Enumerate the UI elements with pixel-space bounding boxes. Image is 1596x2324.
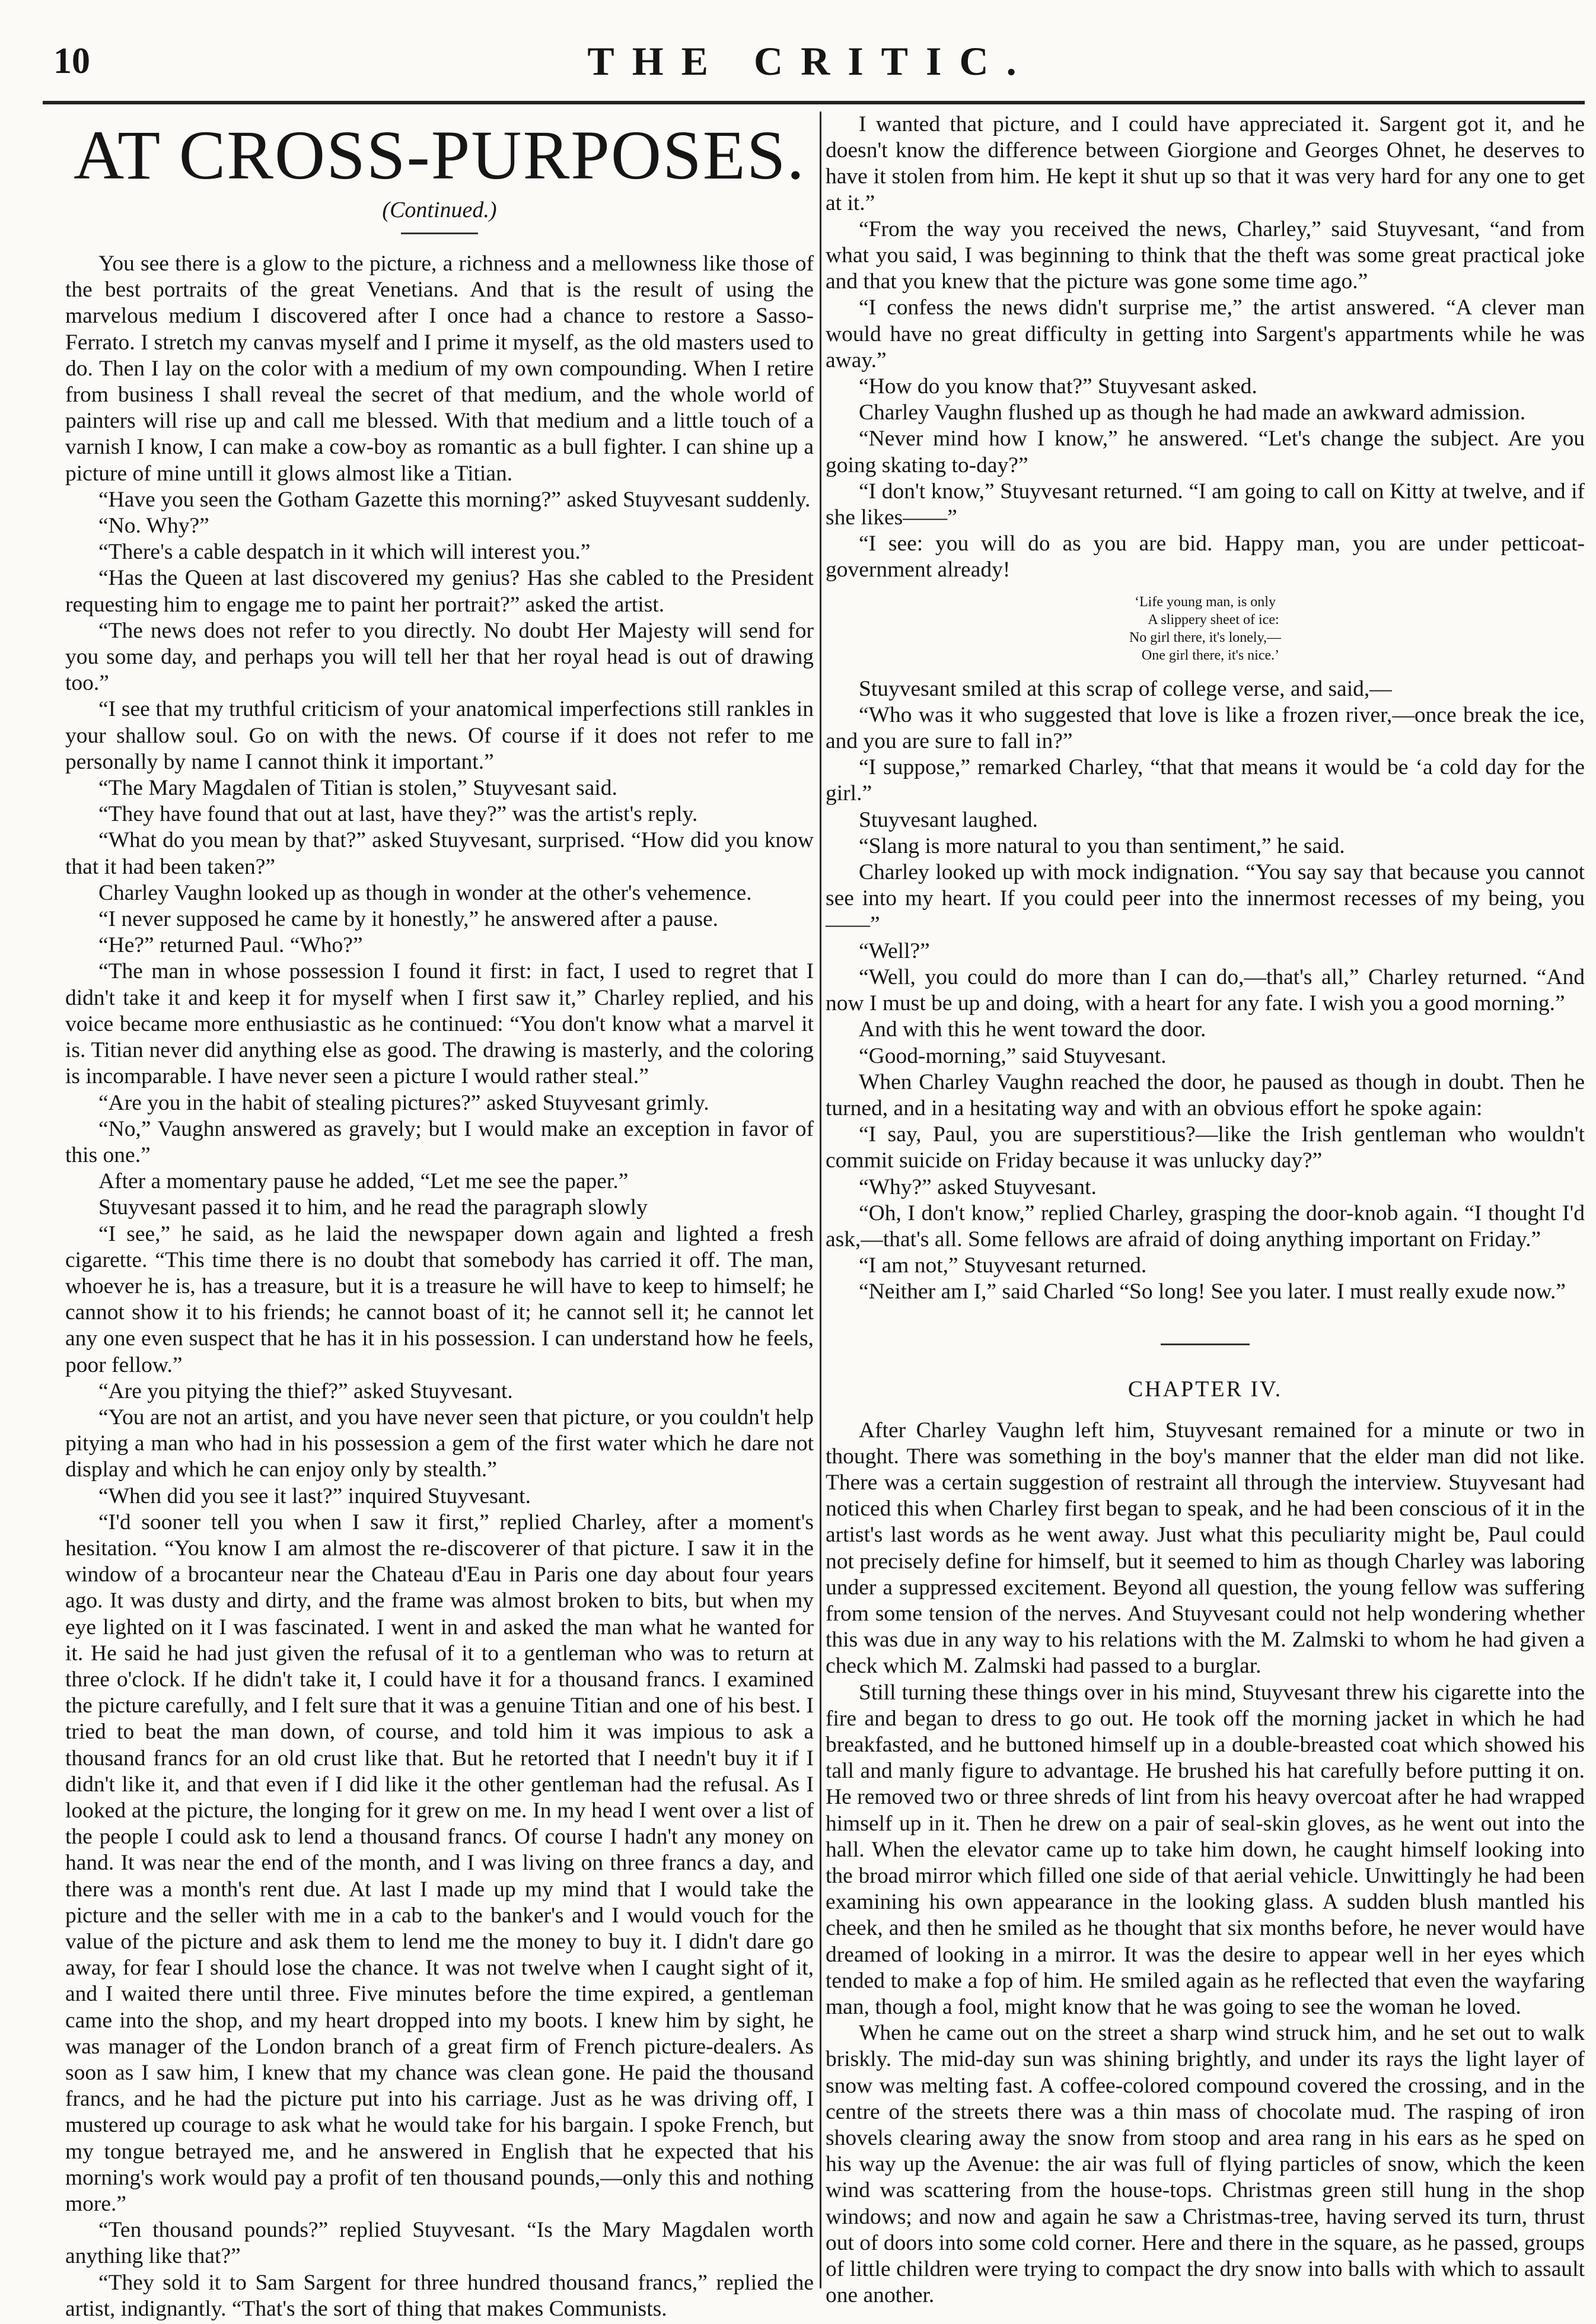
- paragraph: “Well, you could do more than I can do,—that's all,” Charley returned. “And now I must be up and doing, with a heart for any fate. I wish you a good morning.”: [826, 964, 1585, 1016]
- paragraph: Stuyvesant laughed.: [859, 807, 1038, 832]
- paragraph: “How do you know that?” Stuyvesant asked.: [859, 374, 1257, 399]
- title-rule: [401, 233, 478, 234]
- paragraph: Stuyvesant passed it to him, and he read the paragraph slowly: [98, 1195, 648, 1220]
- chapter-body: [826, 1418, 1585, 2309]
- paragraph: “I never supposed he came by it honestly,” he answered after a pause.: [98, 907, 719, 932]
- poem-line: No girl there, it's lonely,—: [1129, 629, 1282, 645]
- paragraph: “I confess the news didn't surprise me,” the artist answered. “A clever man would have no great difficulty in getting into Sargent's appartments while he was away.”: [826, 295, 1585, 373]
- paragraph: “They sold it to Sam Sargent for three hundred thousand francs,” replied the artist, indignantly. “That's the sort of thing that makes Communists.: [65, 2270, 814, 2321]
- poem-line: ‘Life young man, is only: [1135, 594, 1276, 610]
- page-number: 10: [53, 41, 90, 81]
- header-rule: [43, 101, 1585, 104]
- paragraph: “I'd sooner tell you when I saw it first,” replied Charley, after a moment's hesitation. “You know I am almost the re-discoverer of that picture. I saw it in the window of a brocanteur near the Chateau d'Eau in Paris one day about four years ago. It was dusty and dirty, and the frame was almost broken to bits, but when my eye lighted on it I was fascinated. I went in and asked the man what he wanted for it. He said he had just given the refusal of it to a gentleman who was to return at three o'clock. If he didn't take it, I could have it for a thousand francs. I examined the picture carefully, and I felt sure that it was a genuine Titian and one of his best. I tried to beat the man down, of course, and told him it was impious to ask a thousand francs for an old crust like that. But he retorted that I needn't buy it if I didn't like it, and that even if I did like it the other gentleman had the refusal. As I looked at the picture, the longing for it grew on me. In my head I went over a list of the people I could ask to lend a thousand francs. Of course I hadn't any money on hand. It was near the end of the month, and I was living on three francs a day, and there was a month's rent due. At last I made up my mind that I would take the picture and the seller with me in a cab to the banker's and I would vouch for the value of the picture and ask them to lend me the money to buy it. I didn't dare go away, for fear I should lose the chance. It was not twelve when I caught sight of it, and I waited there until three. Five minutes before the time expired, a gentleman came into the shop, and my heart dropped into my boots. I knew him by sight, he was manager of the London branch of a great firm of French picture-dealers. As soon as I saw him, I knew that my chance was clean gone. He paid the thousand francs, and he had the picture put into his carriage. Just as he was driving off, I mustered up courage to ask what he would take for his bargain. I spoke French, but my tongue betrayed me, and he answered in English that he expected that his morning's work would pay a profit of ten thousand pounds,—only this and nothing more.”: [65, 1510, 814, 2217]
- paragraph: “Are you in the habit of stealing pictures?” asked Stuyvesant grimly.: [98, 1090, 709, 1115]
- paragraph: “I see,” he said, as he laid the newspaper down again and lighted a fresh cigarette. “This time there is no doubt that somebody has carried it off. The man, whoever he is, has a treasure, but it is a treasure he will have to keep to himself; he cannot show it to his friends; he cannot boast of it; he cannot sell it; he cannot let any one even suspect that he has it in his possession. I can understand how he feels, poor fellow.”: [65, 1221, 814, 1377]
- section-rule: [1161, 1344, 1250, 1345]
- continued-note: (Continued.): [382, 198, 497, 222]
- paragraph: “He?” returned Paul. “Who?”: [98, 933, 363, 958]
- paragraph: And with this he went toward the door.: [859, 1017, 1206, 1042]
- paragraph: Charley Vaughn flushed up as though he had made an awkward admission.: [859, 400, 1526, 425]
- paragraph: “Never mind how I know,” he answered. “Let's change the subject. Are you going skating to-day?”: [826, 426, 1585, 477]
- paragraph: Charley looked up with mock indignation. “You say say that because you cannot see into my heart. If you could peer into the innermost recesses of my being, you——”: [826, 860, 1585, 937]
- poem-line: A slippery sheet of ice:: [1148, 612, 1279, 628]
- paragraph: “Good-morning,” said Stuyvesant.: [859, 1043, 1167, 1068]
- paragraph: “I am not,” Stuyvesant returned.: [859, 1253, 1147, 1278]
- paragraph: Stuyvesant smiled at this scrap of college verse, and said,—: [859, 676, 1392, 701]
- paragraph: “Who was it who suggested that love is like a frozen river,—once break the ice, and you are sure to fall in?”: [826, 702, 1585, 754]
- paragraph: “You are not an artist, and you have never seen that picture, or you couldn't help pitying a man who had in his possession a gem of the first water which he dare not display and which he can enjoy only by stealth.”: [65, 1405, 814, 1482]
- paragraph: “The man in whose possession I found it first: in fact, I used to regret that I didn't take it and keep it for myself when I first saw it,” Charley replied, and his voice became more enthusiastic as he continued: “You don't know what a marvel it is. Titian never did anything else as good. The drawing is masterly, and the coloring is incomparable. I have never seen a picture I would rather steal.”: [65, 959, 814, 1089]
- right-column: [826, 112, 1585, 2308]
- paragraph: “Has the Queen at last discovered my genius? Has she cabled to the President requesting him to engage me to paint her portrait?” asked the artist.: [65, 566, 814, 617]
- paragraph: “Neither am I,” said Charled “So long! See you later. I must really exude now.”: [859, 1279, 1566, 1304]
- paragraph: “Slang is more natural to you than sentiment,” he said.: [859, 833, 1345, 858]
- paragraph: “Have you seen the Gotham Gazette this morning?” asked Stuyvesant suddenly.: [98, 487, 811, 512]
- page-header: [43, 40, 1579, 106]
- poem-line: One girl there, it's nice.’: [1141, 647, 1280, 663]
- paragraph: “Why?” asked Stuyvesant.: [859, 1174, 1097, 1199]
- right-column-top: [826, 112, 1585, 584]
- masthead: THE CRITIC.: [587, 39, 1034, 84]
- paragraph: When Charley Vaughn reached the door, he paused as though in doubt. Then he turned, and in a hesitating way and with an obvious effort he spoke again:: [826, 1069, 1585, 1120]
- paragraph: After a momentary pause he added, “Let me see the paper.”: [98, 1169, 629, 1194]
- paragraph: “Well?”: [859, 938, 930, 963]
- article-title: AT CROSS-PURPOSES.: [74, 116, 805, 194]
- left-column-body: [65, 251, 814, 2322]
- paragraph: Still turning these things over in his mind, Stuyvesant threw his cigarette into the fire and began to dress to go out. He took off the morning jacket in which he had breakfasted, and he buttoned himself up in a double-breasted coat which showed his tall and manly figure to advantage. He brushed his hat carefully before putting it on. He removed two or three shreds of lint from his heavy overcoat after he had wrapped himself up in it. Then he drew on a pair of seal-skin gloves, as he went out into the hall. When the elevator came up to take him down, he caught himself looking into the broad mirror which filled one side of that aerial vehicle. Unwittingly he had been examining his own appearance in the looking glass. A sudden blush mantled his cheek, and then he smiled as he thought that six months before, he never would have dreamed of looking in a mirror. It was the desire to appear well in her eyes which tended to make a fop of him. He smiled again as he reflected that even the wayfaring man, though a fool, might know that he was going to see the woman he loved.: [826, 1680, 1585, 2019]
- paragraph: After Charley Vaughn left him, Stuyvesant remained for a minute or two in thought. There was something in the boy's manner that the elder man did not like. There was a certain suggestion of restraint all through the interview. Stuyvesant had noticed this when Charley first began to speak, and he had been conscious of it in the artist's last words as he went away. Just what this peculiarity might be, Paul could not precisely define for himself, but it seemed to him as though Charley was laboring under a suppressed excitement. Beyond all question, the young fellow was suffering from some tension of the nerves. And Stuyvesant could not help wondering whether this was due in any way to his relations with the M. Zalmski to whom he had given a check which M. Zalmski had passed to a burglar.: [826, 1418, 1585, 1679]
- paragraph: “I don't know,” Stuyvesant returned. “I am going to call on Kitty at twelve, and if she likes——”: [826, 479, 1585, 530]
- paragraph: When he came out on the street a sharp wind struck him, and he set out to walk briskly. The mid-day sun was shining brightly, and under its rays the light layer of snow was melting fast. A coffee-colored compound covered the crossing, and in the centre of the streets there was a thin mass of chocolate mud. The rasping of iron shovels clearing away the snow from stoop and area rang in his ears as he sped on his way up the Avenue: the air was full of flying particles of snow, which the keen wind was scattering from the house-tops. Christmas green still hung in the shop windows; and now and again he saw a Christmas-tree, having served its turn, thrust out of doors into some cold corner. Here and there in the square, as he passed, groups of little children were trying to compact the dry snow into balls with which to assault one another.: [826, 2021, 1585, 2308]
- paragraph: “Ten thousand pounds?” replied Stuyvesant. “Is the Mary Magdalen worth anything like that?”: [65, 2218, 814, 2269]
- column-divider: [820, 112, 821, 2288]
- paragraph: “Oh, I don't know,” replied Charley, grasping the door-knob again. “I thought I'd ask,—that's all. Some fellows are afraid of doing anything important on Friday.”: [826, 1201, 1585, 1252]
- poem-verse: [826, 593, 1585, 664]
- paragraph: “The Mary Magdalen of Titian is stolen,” Stuyvesant said.: [98, 776, 617, 801]
- chapter-heading: CHAPTER IV.: [1127, 1376, 1283, 1402]
- paragraph: I wanted that picture, and I could have appreciated it. Sargent got it, and he doesn't know the difference between Giorgione and Georges Ohnet, he deserves to have it stolen from him. He kept it shut up so that it was very hard for any one to get at it.”: [826, 112, 1585, 215]
- paragraph: “Are you pitying the thief?” asked Stuyvesant.: [98, 1379, 513, 1403]
- paragraph: You see there is a glow to the picture, a richness and a mellowness like those of the best portraits of the great Venetians. And that is the result of using the marvelous medium I discovered after I once had a chance to restore a Sasso-Ferrato. I stretch my canvas myself and I prime it myself, as the old masters used to do. Then I lay on the color with a medium of my own compounding. When I retire from business I shall reveal the secret of that medium, and the whole world of painters will rise up and call me blessed. With that medium and a little touch of a varnish I know, I can make a cow-boy as romantic as a bull fighter. I can shine up a picture of mine untill it glows almost like a Titian.: [65, 251, 814, 486]
- left-column: [65, 112, 814, 2321]
- right-column-middle: [826, 676, 1585, 1306]
- paragraph: “From the way you received the news, Charley,” said Stuyvesant, “and from what you said, I was beginning to think that the theft was some great practical joke and that you knew that the picture was gone some time ago.”: [826, 217, 1585, 294]
- paragraph: “No,” Vaughn answered as gravely; but I would make an exception in favor of this one.”: [65, 1116, 814, 1167]
- paragraph: “I see: you will do as you are bid. Happy man, you are under petticoat-government already!: [826, 531, 1585, 582]
- paragraph: “I see that my truthful criticism of your anatomical imperfections still rankles in your shallow soul. Go on with the news. Of course if it does not refer to me personally by name I cannot think it important.”: [65, 697, 814, 774]
- paragraph: Charley Vaughn looked up as though in wonder at the other's vehemence.: [98, 880, 752, 905]
- paragraph: “No. Why?”: [98, 514, 209, 539]
- paragraph: “The news does not refer to you directly. No doubt Her Majesty will send for you some day, and perhaps you will tell her that her royal head is out of drawing too.”: [65, 618, 814, 696]
- paragraph: “They have found that out at last, have they?” was the artist's reply.: [98, 802, 698, 827]
- paragraph: “What do you mean by that?” asked Stuyvesant, surprised. “How did you know that it had been taken?”: [65, 828, 814, 879]
- paragraph: “I suppose,” remarked Charley, “that that means it would be ‘a cold day for the girl.”: [826, 755, 1585, 806]
- paragraph: “I say, Paul, you are superstitious?—like the Irish gentleman who wouldn't commit suicide on Friday because it was unlucky day?”: [826, 1122, 1585, 1173]
- paragraph: “There's a cable despatch in it which will interest you.”: [98, 540, 591, 565]
- paragraph: “When did you see it last?” inquired Stuyvesant.: [98, 1483, 531, 1508]
